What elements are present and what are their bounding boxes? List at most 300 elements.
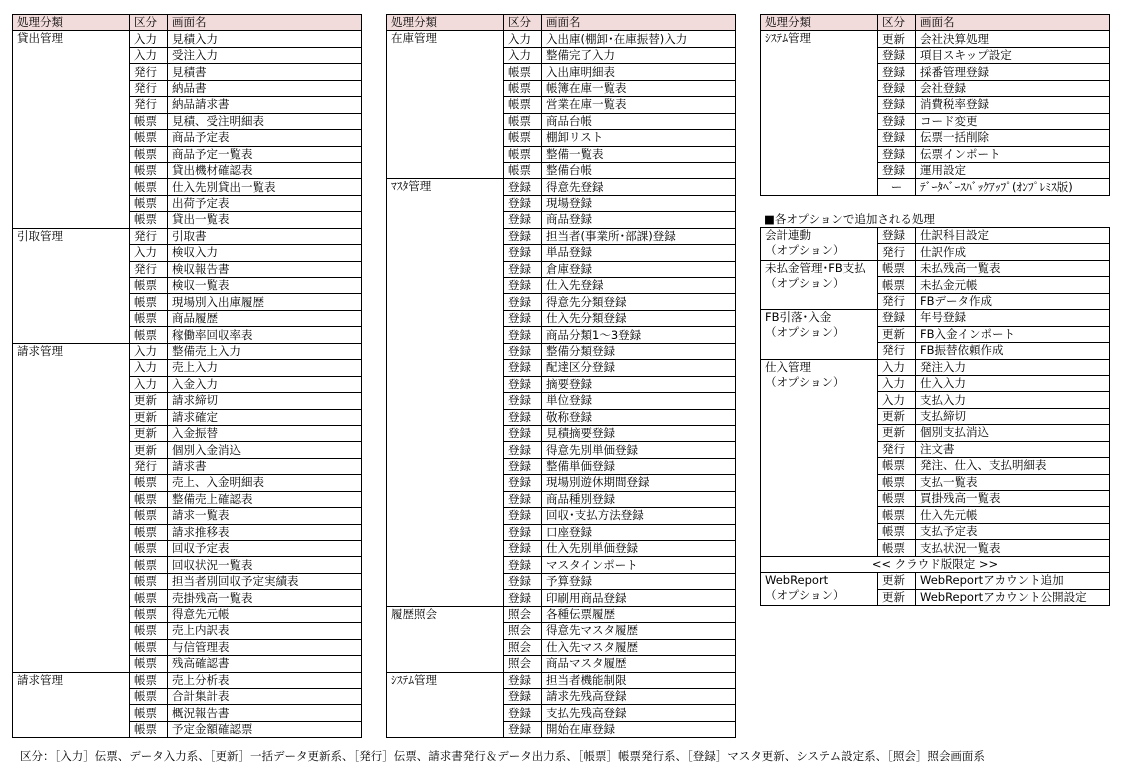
- screen-name-cell: 与信管理表: [168, 639, 362, 655]
- kubun-cell: 入力: [504, 47, 542, 63]
- kubun-cell: 帳票: [130, 146, 168, 162]
- screen-name-cell: 営業在庫一覧表: [542, 97, 736, 113]
- screen-name-cell: 請求締切: [168, 393, 362, 409]
- screen-name-cell: 倉庫登録: [542, 261, 736, 277]
- category-cell: [387, 31, 504, 179]
- screen-name-cell: 売掛残高一覧表: [168, 590, 362, 606]
- category-cell: [387, 179, 504, 606]
- screen-name-cell: 伝票一括削除: [916, 130, 1110, 146]
- kubun-cell: 入力: [130, 360, 168, 376]
- kubun-cell: 発行: [130, 228, 168, 244]
- table-row: [761, 228, 1110, 244]
- screen-name-cell: 整備分類登録: [542, 343, 736, 359]
- screen-name-cell: 買掛残高一覧表: [916, 491, 1110, 507]
- category-cell: [761, 31, 878, 195]
- screen-name-cell: 現場登録: [542, 195, 736, 211]
- kubun-cell: 登録: [504, 179, 542, 195]
- screen-name-cell: 請求先残高登録: [542, 688, 736, 704]
- screen-name-cell: ﾃﾞｰﾀﾍﾞｰｽﾊﾞｯｸｱｯﾌﾟ(ｵﾝﾌﾟﾚﾐｽ版): [916, 179, 1110, 195]
- screen-name-cell: FB入金インポート: [916, 326, 1110, 342]
- category-label: （オプション）: [765, 275, 845, 290]
- kubun-cell: 登録: [504, 360, 542, 376]
- kubun-cell: 登録: [878, 146, 916, 162]
- category-label: 仕入管理: [765, 359, 811, 374]
- table-row: [387, 179, 736, 195]
- kubun-cell: 登録: [504, 376, 542, 392]
- screen-name-cell: 稼働率回収率表: [168, 327, 362, 343]
- screen-name-cell: 売上内訳表: [168, 623, 362, 639]
- kubun-cell: 帳票: [130, 606, 168, 622]
- screen-name-cell: 入出庫(棚卸･在庫振替)入力: [542, 31, 736, 47]
- table-row: [761, 310, 1110, 326]
- kubun-cell: 照会: [504, 606, 542, 622]
- kubun-cell: 入力: [130, 31, 168, 47]
- header-category: 処理分類: [761, 15, 878, 31]
- kubun-cell: 登録: [504, 294, 542, 310]
- kubun-cell: 帳票: [504, 80, 542, 96]
- screen-name-cell: 支払一覧表: [916, 474, 1110, 490]
- category-label: 請求管理: [17, 672, 63, 687]
- category-label: ｼｽﾃﾑ管理: [391, 672, 437, 687]
- kubun-cell: 登録: [504, 705, 542, 721]
- screen-name-cell: 発注入力: [916, 359, 1110, 375]
- screen-name-cell: 検収入力: [168, 245, 362, 261]
- screen-name-cell: 見積摘要登録: [542, 425, 736, 441]
- screen-name-cell: 整備単価登録: [542, 458, 736, 474]
- screen-name-cell: 見積、受注明細表: [168, 113, 362, 129]
- screen-name-cell: 単品登録: [542, 245, 736, 261]
- kubun-cell: 入力: [878, 375, 916, 391]
- kubun-cell: 登録: [504, 458, 542, 474]
- kubun-cell: 登録: [504, 261, 542, 277]
- function-table-3: [760, 14, 1110, 196]
- kubun-cell: 登録: [878, 47, 916, 63]
- screen-name-cell: 仕入先元帳: [916, 507, 1110, 523]
- category-label: 在庫管理: [391, 31, 437, 46]
- kubun-cell: 登録: [878, 80, 916, 96]
- kubun-cell: 登録: [504, 409, 542, 425]
- options-title: ■各オプションで追加される処理: [764, 212, 935, 226]
- screen-name-cell: 請求一覧表: [168, 508, 362, 524]
- table-row: [13, 31, 362, 47]
- kubun-cell: 入力: [878, 392, 916, 408]
- screen-name-cell: 売上入力: [168, 360, 362, 376]
- screen-name-cell: 貸出機材確認表: [168, 162, 362, 178]
- kubun-cell: 帳票: [130, 130, 168, 146]
- screen-name-cell: 個別支払消込: [916, 425, 1110, 441]
- category-cell: [761, 310, 878, 359]
- cloud-only-note: << クラウド版限定 >>: [761, 556, 1110, 572]
- kubun-cell: 登録: [878, 310, 916, 326]
- screen-name-cell: 消費税率登録: [916, 97, 1110, 113]
- table-row: [761, 359, 1110, 375]
- kubun-cell: 帳票: [130, 162, 168, 178]
- category-label: 請求管理: [17, 343, 63, 358]
- screen-name-cell: 商品予定表: [168, 130, 362, 146]
- category-label: 履歴照会: [391, 606, 437, 621]
- kubun-cell: 帳票: [130, 475, 168, 491]
- screen-name-cell: WebReportアカウント追加: [916, 573, 1110, 589]
- kubun-cell: 発行: [130, 64, 168, 80]
- screen-name-cell: 請求推移表: [168, 524, 362, 540]
- screen-name-cell: 会社登録: [916, 80, 1110, 96]
- screen-name-cell: 印刷用商品登録: [542, 590, 736, 606]
- screen-name-cell: 貸出一覧表: [168, 212, 362, 228]
- screen-name-cell: 未払金元帳: [916, 277, 1110, 293]
- options-table: [760, 227, 1110, 606]
- screen-name-cell: マスタインポート: [542, 557, 736, 573]
- kubun-cell: 登録: [504, 212, 542, 228]
- screen-name-cell: 引取書: [168, 228, 362, 244]
- screen-name-cell: 仕入先登録: [542, 278, 736, 294]
- screen-name-cell: 現場別入出庫履歴: [168, 294, 362, 310]
- header-category: 処理分類: [387, 15, 504, 31]
- kubun-cell: 登録: [878, 113, 916, 129]
- kubun-cell: 発行: [130, 97, 168, 113]
- screen-name-cell: 支払予定表: [916, 523, 1110, 539]
- table-row: [387, 672, 736, 688]
- screen-name-cell: 配達区分登録: [542, 360, 736, 376]
- screen-name-cell: 発注、仕入、支払明細表: [916, 458, 1110, 474]
- kubun-cell: 登録: [878, 97, 916, 113]
- function-table-2: [386, 14, 736, 738]
- kubun-cell: 登録: [504, 721, 542, 737]
- kubun-cell: 登録: [878, 130, 916, 146]
- category-label: （オプション）: [765, 325, 845, 340]
- screen-name-cell: 得意先元帳: [168, 606, 362, 622]
- kubun-cell: 更新: [878, 589, 916, 605]
- kubun-cell: 更新: [130, 442, 168, 458]
- screen-name-cell: 得意先マスタ履歴: [542, 623, 736, 639]
- screen-name-cell: 個別入金消込: [168, 442, 362, 458]
- kubun-cell: 発行: [878, 343, 916, 359]
- kubun-legend: 区分：［入力］伝票、データ入力系、［更新］一括データ更新系、［発行］伝票、請求書発行＆データ出力系、［帳票］帳票発行系、［登録］マスタ更新、システム設定系、［照会］照会画面系: [20, 749, 985, 763]
- header-screen-name: 画面名: [542, 15, 736, 31]
- kubun-cell: 帳票: [130, 310, 168, 326]
- screen-name-cell: 開始在庫登録: [542, 721, 736, 737]
- screen-name-cell: 支払締切: [916, 408, 1110, 424]
- screen-name-cell: コード変更: [916, 113, 1110, 129]
- kubun-cell: 帳票: [130, 195, 168, 211]
- kubun-cell: 帳票: [130, 541, 168, 557]
- screen-name-cell: 回収予定表: [168, 541, 362, 557]
- kubun-cell: 更新: [130, 409, 168, 425]
- kubun-cell: 登録: [504, 688, 542, 704]
- screen-name-cell: 売上分析表: [168, 672, 362, 688]
- screen-name-cell: 商品種別登録: [542, 491, 736, 507]
- category-label: ﾏｽﾀ管理: [391, 179, 432, 194]
- category-cell: [13, 672, 130, 738]
- screen-name-cell: 商品登録: [542, 212, 736, 228]
- screen-name-cell: 商品マスタ履歴: [542, 656, 736, 672]
- screen-name-cell: 請求確定: [168, 409, 362, 425]
- table-row: [761, 31, 1110, 47]
- screen-name-cell: 担当者別回収予定実績表: [168, 573, 362, 589]
- header-category: 処理分類: [13, 15, 130, 31]
- kubun-cell: 入力: [130, 47, 168, 63]
- kubun-cell: 照会: [504, 639, 542, 655]
- kubun-cell: 入力: [878, 359, 916, 375]
- header-kubun: 区分: [878, 15, 916, 31]
- screen-name-cell: 見積入力: [168, 31, 362, 47]
- screen-name-cell: 仕入先別単価登録: [542, 541, 736, 557]
- category-cell: [761, 359, 878, 556]
- category-cell: [761, 260, 878, 309]
- screen-name-cell: FBデータ作成: [916, 293, 1110, 309]
- kubun-cell: 帳票: [130, 491, 168, 507]
- screen-name-cell: 概況報告書: [168, 705, 362, 721]
- kubun-cell: 登録: [504, 491, 542, 507]
- screen-name-cell: 得意先登録: [542, 179, 736, 195]
- kubun-cell: 帳票: [130, 721, 168, 737]
- category-cell: [761, 228, 878, 261]
- category-label: 貸出管理: [17, 31, 63, 46]
- kubun-cell: 登録: [504, 475, 542, 491]
- category-cell: [13, 228, 130, 343]
- screen-name-cell: 担当者(事業所･部課)登録: [542, 228, 736, 244]
- category-cell: [13, 343, 130, 672]
- screen-name-cell: 未払残高一覧表: [916, 260, 1110, 276]
- kubun-cell: 登録: [504, 195, 542, 211]
- kubun-cell: 登録: [504, 278, 542, 294]
- kubun-cell: 帳票: [130, 705, 168, 721]
- category-label: （オプション）: [765, 374, 845, 389]
- category-label: WebReport: [765, 573, 829, 588]
- kubun-cell: 発行: [130, 458, 168, 474]
- table-row: [13, 343, 362, 359]
- screen-name-cell: 得意先別単価登録: [542, 442, 736, 458]
- table-row: [387, 31, 736, 47]
- kubun-cell: 登録: [504, 393, 542, 409]
- screen-name-cell: 運用設定: [916, 162, 1110, 178]
- screen-name-cell: 整備完了入力: [542, 47, 736, 63]
- kubun-cell: 帳票: [878, 540, 916, 556]
- screen-name-cell: 請求書: [168, 458, 362, 474]
- screen-name-cell: 合計集計表: [168, 688, 362, 704]
- kubun-cell: ー: [878, 179, 916, 195]
- kubun-cell: 帳票: [504, 97, 542, 113]
- category-label: 未払金管理･FB支払: [765, 260, 866, 275]
- kubun-cell: 登録: [878, 162, 916, 178]
- kubun-cell: 帳票: [878, 277, 916, 293]
- header-kubun: 区分: [504, 15, 542, 31]
- screen-name-cell: 会社決算処理: [916, 31, 1110, 47]
- kubun-cell: 登録: [504, 343, 542, 359]
- kubun-cell: 登録: [504, 590, 542, 606]
- kubun-cell: 登録: [504, 327, 542, 343]
- screen-name-cell: 仕入先マスタ履歴: [542, 639, 736, 655]
- kubun-cell: 照会: [504, 656, 542, 672]
- screen-name-cell: 伝票インポート: [916, 146, 1110, 162]
- screen-name-cell: 検収一覧表: [168, 278, 362, 294]
- kubun-cell: 帳票: [130, 294, 168, 310]
- kubun-cell: 帳票: [130, 278, 168, 294]
- kubun-cell: 帳票: [878, 523, 916, 539]
- kubun-cell: 入力: [504, 31, 542, 47]
- screen-name-cell: 売上、入金明細表: [168, 475, 362, 491]
- category-label: FB引落･入金: [765, 310, 832, 325]
- screen-name-cell: 商品予定一覧表: [168, 146, 362, 162]
- kubun-cell: 登録: [504, 245, 542, 261]
- screen-name-cell: WebReportアカウント公開設定: [916, 589, 1110, 605]
- kubun-cell: 更新: [130, 393, 168, 409]
- kubun-cell: 更新: [130, 425, 168, 441]
- kubun-cell: 更新: [878, 425, 916, 441]
- screen-name-cell: 単位登録: [542, 393, 736, 409]
- screen-name-cell: 仕訳作成: [916, 244, 1110, 260]
- header-screen-name: 画面名: [168, 15, 362, 31]
- kubun-cell: 登録: [504, 541, 542, 557]
- kubun-cell: 帳票: [130, 212, 168, 228]
- kubun-cell: 発行: [878, 441, 916, 457]
- screen-name-cell: 納品書: [168, 80, 362, 96]
- screen-name-cell: 整備台帳: [542, 162, 736, 178]
- screen-name-cell: 出荷予定表: [168, 195, 362, 211]
- kubun-cell: 帳票: [130, 573, 168, 589]
- screen-name-cell: 受注入力: [168, 47, 362, 63]
- kubun-cell: 登録: [504, 524, 542, 540]
- screen-name-cell: 仕入入力: [916, 375, 1110, 391]
- screen-name-cell: 得意先分類登録: [542, 294, 736, 310]
- screen-name-cell: 残高確認書: [168, 656, 362, 672]
- screen-name-cell: 帳簿在庫一覧表: [542, 80, 736, 96]
- kubun-cell: 登録: [504, 425, 542, 441]
- table-row: [13, 672, 362, 688]
- table-row: [13, 228, 362, 244]
- screen-name-cell: 入金入力: [168, 376, 362, 392]
- screen-name-cell: 項目スキップ設定: [916, 47, 1110, 63]
- category-cell: [13, 31, 130, 228]
- kubun-cell: 登録: [504, 672, 542, 688]
- screen-name-cell: 予定金額確認票: [168, 721, 362, 737]
- category-label: （オプション）: [765, 243, 845, 257]
- screen-name-cell: 摘要登録: [542, 376, 736, 392]
- screen-name-cell: 商品分類1～3登録: [542, 327, 736, 343]
- kubun-cell: 帳票: [878, 507, 916, 523]
- screen-name-cell: 仕入先別貸出一覧表: [168, 179, 362, 195]
- category-label: 引取管理: [17, 228, 63, 243]
- table-row: [387, 606, 736, 622]
- category-cell: [387, 672, 504, 738]
- kubun-cell: 照会: [504, 623, 542, 639]
- screen-name-cell: 整備一覧表: [542, 146, 736, 162]
- kubun-cell: 更新: [878, 31, 916, 47]
- kubun-cell: 帳票: [130, 590, 168, 606]
- kubun-cell: 帳票: [130, 688, 168, 704]
- screen-name-cell: 納品請求書: [168, 97, 362, 113]
- kubun-cell: 帳票: [130, 672, 168, 688]
- kubun-cell: 入力: [130, 376, 168, 392]
- kubun-cell: 帳票: [504, 64, 542, 80]
- kubun-cell: 更新: [878, 326, 916, 342]
- category-cell: [387, 606, 504, 672]
- kubun-cell: 登録: [878, 64, 916, 80]
- banner-row: [761, 556, 1110, 572]
- screen-name-cell: 整備売上確認表: [168, 491, 362, 507]
- category-label: （オプション）: [765, 588, 845, 603]
- kubun-cell: 発行: [130, 261, 168, 277]
- header-screen-name: 画面名: [916, 15, 1110, 31]
- screen-name-cell: 現場別遊休期間登録: [542, 475, 736, 491]
- kubun-cell: 発行: [130, 80, 168, 96]
- category-label: ｼｽﾃﾑ管理: [765, 31, 811, 46]
- screen-name-cell: 予算登録: [542, 573, 736, 589]
- kubun-cell: 登録: [878, 228, 916, 244]
- screen-name-cell: 支払先残高登録: [542, 705, 736, 721]
- kubun-cell: 帳票: [130, 656, 168, 672]
- kubun-cell: 帳票: [878, 474, 916, 490]
- table-row: [761, 573, 1110, 589]
- kubun-cell: 帳票: [130, 113, 168, 129]
- kubun-cell: 帳票: [130, 623, 168, 639]
- kubun-cell: 入力: [130, 343, 168, 359]
- kubun-cell: 入力: [130, 245, 168, 261]
- screen-name-cell: 注文書: [916, 441, 1110, 457]
- category-label: 会計連動: [765, 228, 811, 242]
- function-table-1: [12, 14, 362, 738]
- screen-name-cell: 見積書: [168, 64, 362, 80]
- screen-name-cell: 整備売上入力: [168, 343, 362, 359]
- table-row: [761, 260, 1110, 276]
- kubun-cell: 登録: [504, 310, 542, 326]
- kubun-cell: 登録: [504, 557, 542, 573]
- screen-name-cell: 年号登録: [916, 310, 1110, 326]
- kubun-cell: 帳票: [504, 130, 542, 146]
- kubun-cell: 登録: [504, 442, 542, 458]
- kubun-cell: 登録: [504, 508, 542, 524]
- screen-name-cell: 支払入力: [916, 392, 1110, 408]
- header-kubun: 区分: [130, 15, 168, 31]
- kubun-cell: 帳票: [878, 260, 916, 276]
- kubun-cell: 帳票: [878, 458, 916, 474]
- kubun-cell: 帳票: [504, 113, 542, 129]
- screen-name-cell: 回収状況一覧表: [168, 557, 362, 573]
- kubun-cell: 発行: [878, 293, 916, 309]
- screen-name-cell: 口座登録: [542, 524, 736, 540]
- screen-name-cell: 回収･支払方法登録: [542, 508, 736, 524]
- kubun-cell: 更新: [878, 408, 916, 424]
- screen-name-cell: 担当者機能制限: [542, 672, 736, 688]
- kubun-cell: 帳票: [130, 639, 168, 655]
- screen-name-cell: 商品履歴: [168, 310, 362, 326]
- kubun-cell: 発行: [878, 244, 916, 260]
- screen-name-cell: 検収報告書: [168, 261, 362, 277]
- screen-name-cell: 商品台帳: [542, 113, 736, 129]
- screen-name-cell: 入金振替: [168, 425, 362, 441]
- kubun-cell: 帳票: [130, 524, 168, 540]
- kubun-cell: 帳票: [130, 508, 168, 524]
- kubun-cell: 帳票: [130, 557, 168, 573]
- screen-name-cell: 敬称登録: [542, 409, 736, 425]
- screen-name-cell: 棚卸リスト: [542, 130, 736, 146]
- screen-name-cell: FB振替依頼作成: [916, 343, 1110, 359]
- screen-name-cell: 仕入先分類登録: [542, 310, 736, 326]
- kubun-cell: 帳票: [878, 491, 916, 507]
- screen-name-cell: 入出庫明細表: [542, 64, 736, 80]
- screen-name-cell: 各種伝票履歴: [542, 606, 736, 622]
- screen-name-cell: 仕訳科目設定: [916, 228, 1110, 244]
- kubun-cell: 登録: [504, 228, 542, 244]
- kubun-cell: 帳票: [130, 327, 168, 343]
- kubun-cell: 更新: [878, 573, 916, 589]
- category-cell: [761, 573, 878, 606]
- kubun-cell: 帳票: [504, 146, 542, 162]
- screen-name-cell: 支払状況一覧表: [916, 540, 1110, 556]
- kubun-cell: 登録: [504, 573, 542, 589]
- kubun-cell: 帳票: [504, 162, 542, 178]
- screen-name-cell: 採番管理登録: [916, 64, 1110, 80]
- kubun-cell: 帳票: [130, 179, 168, 195]
